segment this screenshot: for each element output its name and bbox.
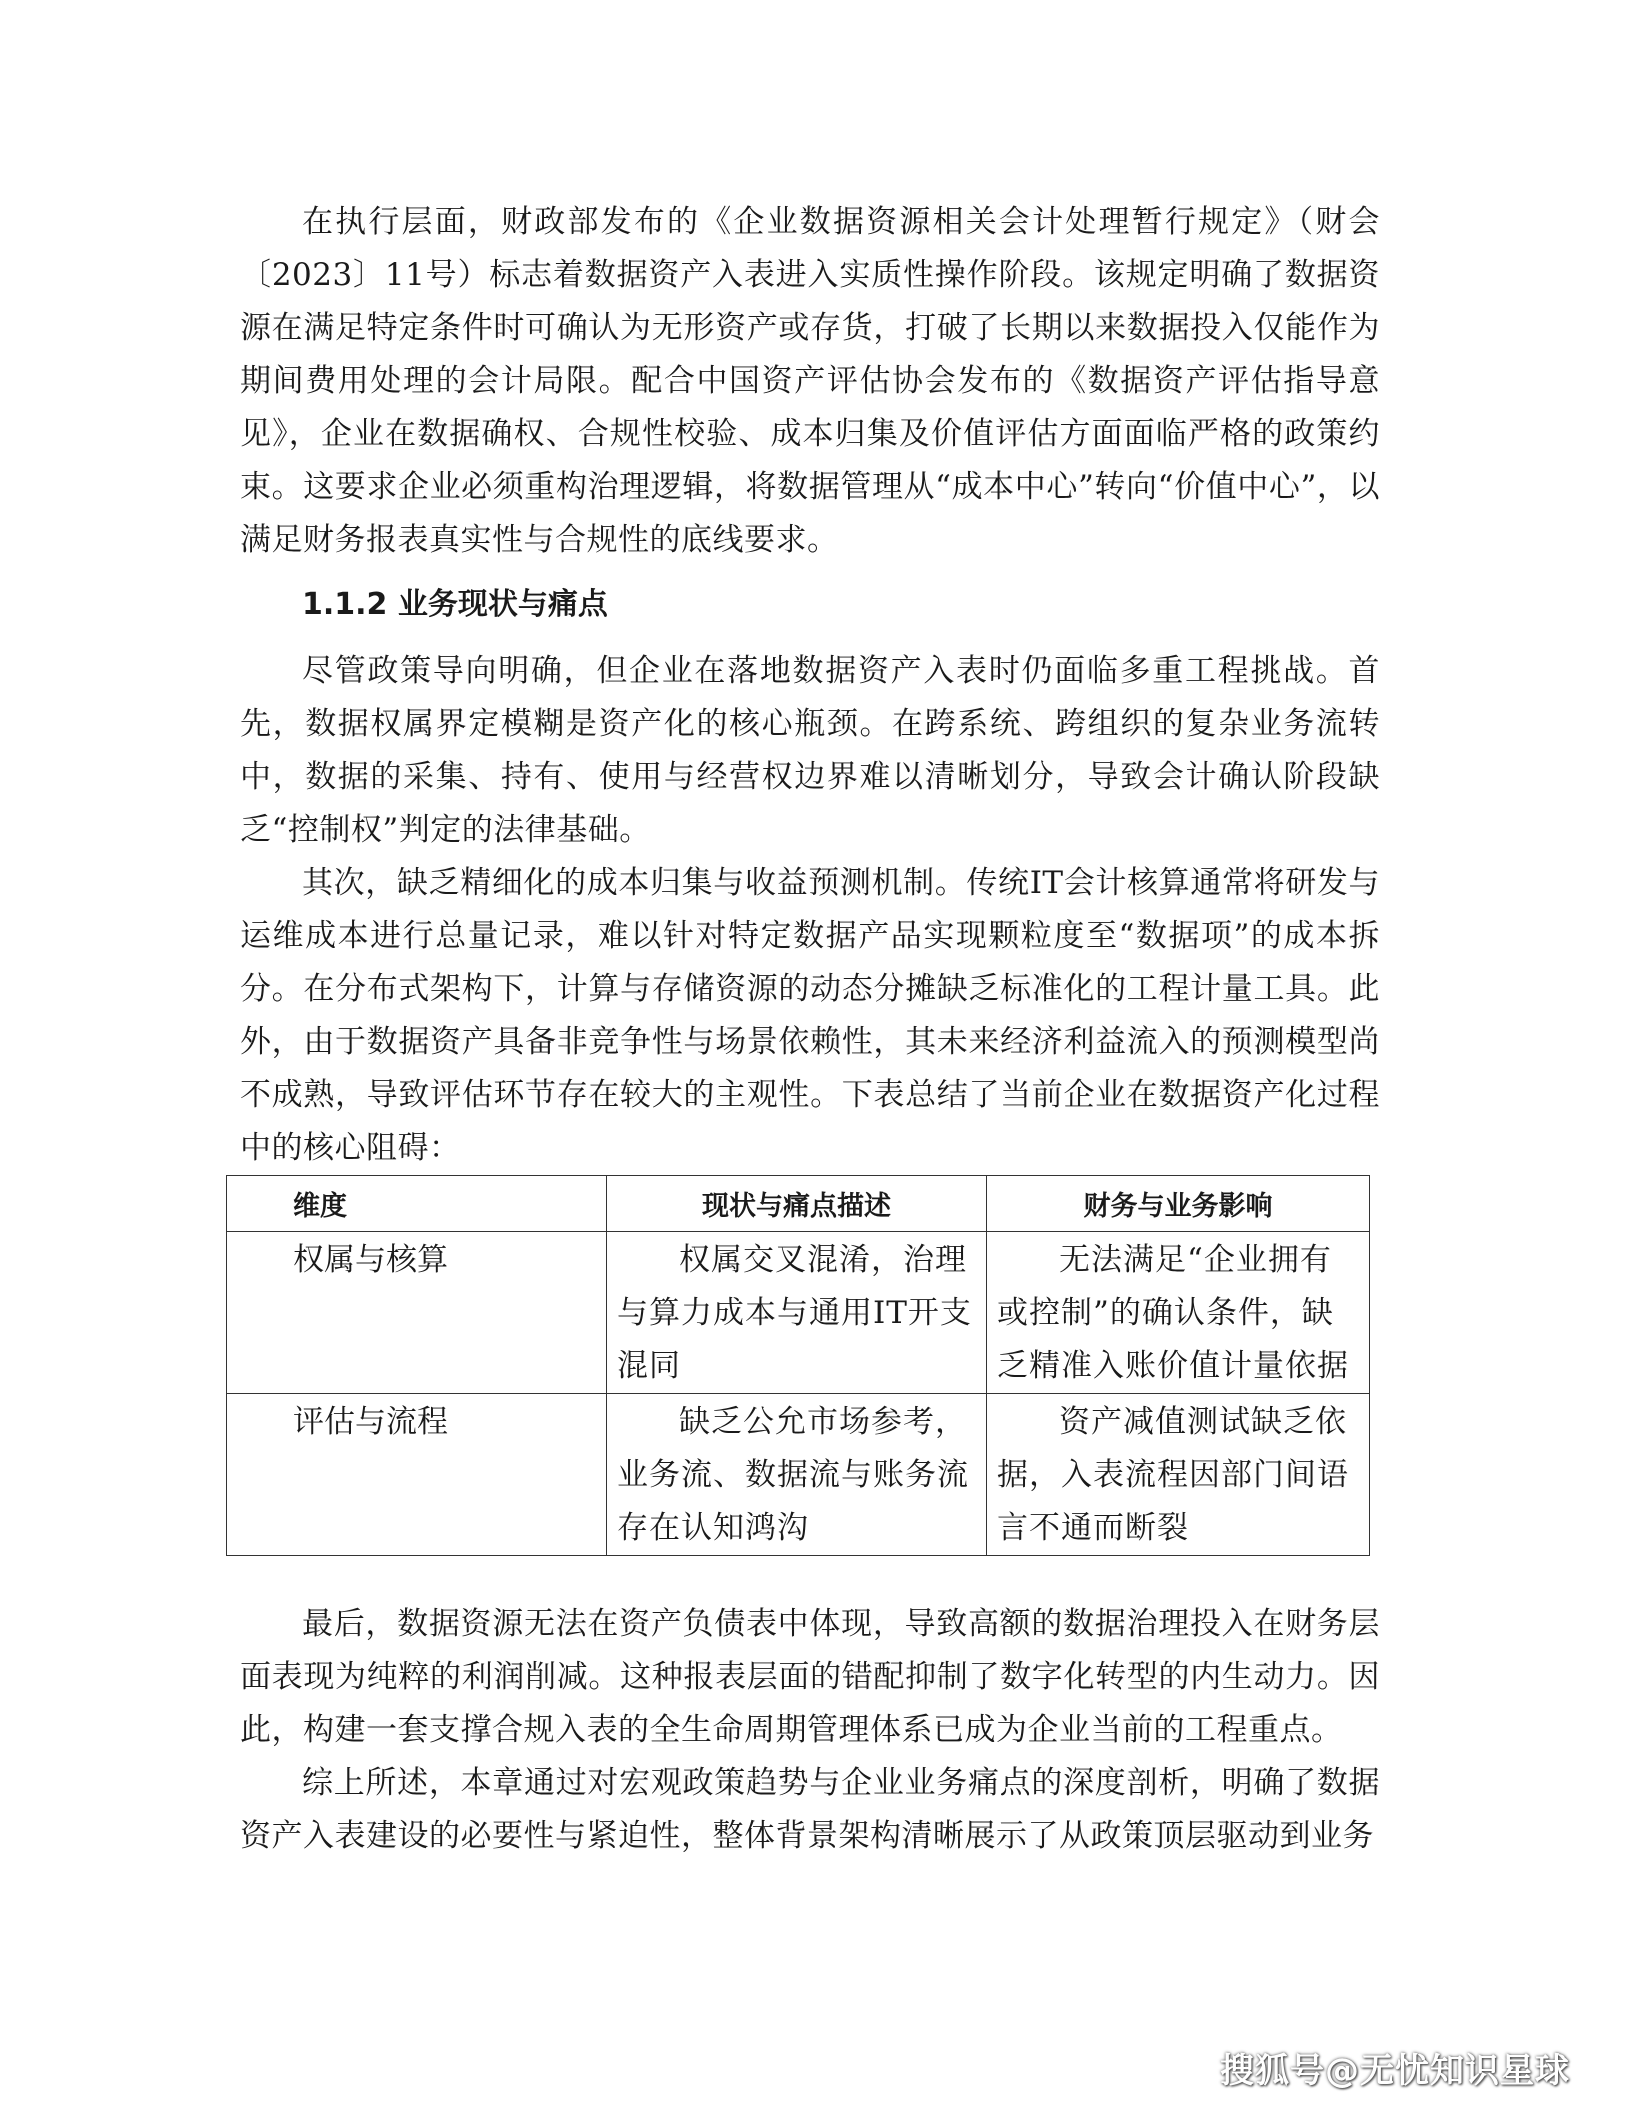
table-cell-impact: 无法满足“企业拥有或控制”的确认条件，缺乏精准入账价值计量依据 [987,1232,1370,1394]
watermark-text: 搜狐号@无忧知识星球 [1220,2051,1570,2091]
paragraph-cost-mechanism: 其次，缺乏精细化的成本归集与收益预测机制。传统IT会计核算通常将研发与运维成本进行总量记录，难以针对特定数据产品实现颗粒度至“数据项”的成本拆分。在分布式架构下，计算与存储资源的动态分摊缺乏标准化的工程计量工具。此外，由于数据资产具备非竞争性与场景依赖性，其未来经济利益流入的预测模型尚不成熟，导致评估环节存在较大的主观性。下表总结了当前企业在数据资产化过程中的核心阻碍： [240,865,1380,1166]
paragraph-balance-sheet: 最后，数据资源无法在资产负债表中体现，导致高额的数据治理投入在财务层面表现为纯粹的利润削减。这种报表层面的错配抑制了数字化转型的内生动力。因此，构建一套支撑合规入表的全生命周期管理体系已成为企业当前的工程重点。 [240,1606,1380,1748]
table-header-cell: 现状与痛点描述 [607,1176,987,1232]
obstacles-table [226,1175,1370,1556]
table-spacer [240,1556,1380,1598]
paragraph-policy-execution: 在执行层面，财政部发布的《企业数据资源相关会计处理暂行规定》（财会〔2023〕11号）标志着数据资产入表进入实质性操作阶段。该规定明确了数据资源在满足特定条件时可确认为无形资产或存货，打破了长期以来数据投入仅能作为期间费用处理的会计局限。配合中国资产评估协会发布的《数据资产评估指导意见》，企业在数据确权、合规性校验、成本归集及价值评估方面面临严格的政策约束。这要求企业必须重构治理逻辑，将数据管理从“成本中心”转向“价值中心”，以满足财务报表真实性与合规性的底线要求。 [240,204,1380,558]
table-header-cell: 财务与业务影响 [987,1176,1370,1232]
section-heading: 1.1.2 业务现状与痛点 [302,587,608,622]
paragraph-challenges: 尽管政策导向明确，但企业在落地数据资产入表时仍面临多重工程挑战。首先，数据权属界定模糊是资产化的核心瓶颈。在跨系统、跨组织的复杂业务流转中，数据的采集、持有、使用与经营权边界难以清晰划分，导致会计确认阶段缺乏“控制权”判定的法律基础。 [240,653,1380,848]
table-header-cell: 维度 [227,1176,607,1232]
table-row [227,1394,1370,1556]
table-row [227,1232,1370,1394]
table-cell-impact: 资产减值测试缺乏依据，入表流程因部门间语言不通而断裂 [987,1394,1370,1556]
table-cell-description: 缺乏公允市场参考，业务流、数据流与账务流存在认知鸿沟 [607,1394,987,1556]
table-cell-dimension: 权属与核算 [227,1232,607,1394]
table-header-row [227,1176,1370,1232]
paragraph-summary: 综上所述，本章通过对宏观政策趋势与企业业务痛点的深度剖析，明确了数据资产入表建设的必要性与紧迫性，整体背景架构清晰展示了从政策顶层驱动到业务 [240,1765,1380,1854]
document-page [240,196,1380,1863]
table-cell-dimension: 评估与流程 [227,1394,607,1556]
table-cell-description: 权属交叉混淆，治理与算力成本与通用IT开支混同 [607,1232,987,1394]
